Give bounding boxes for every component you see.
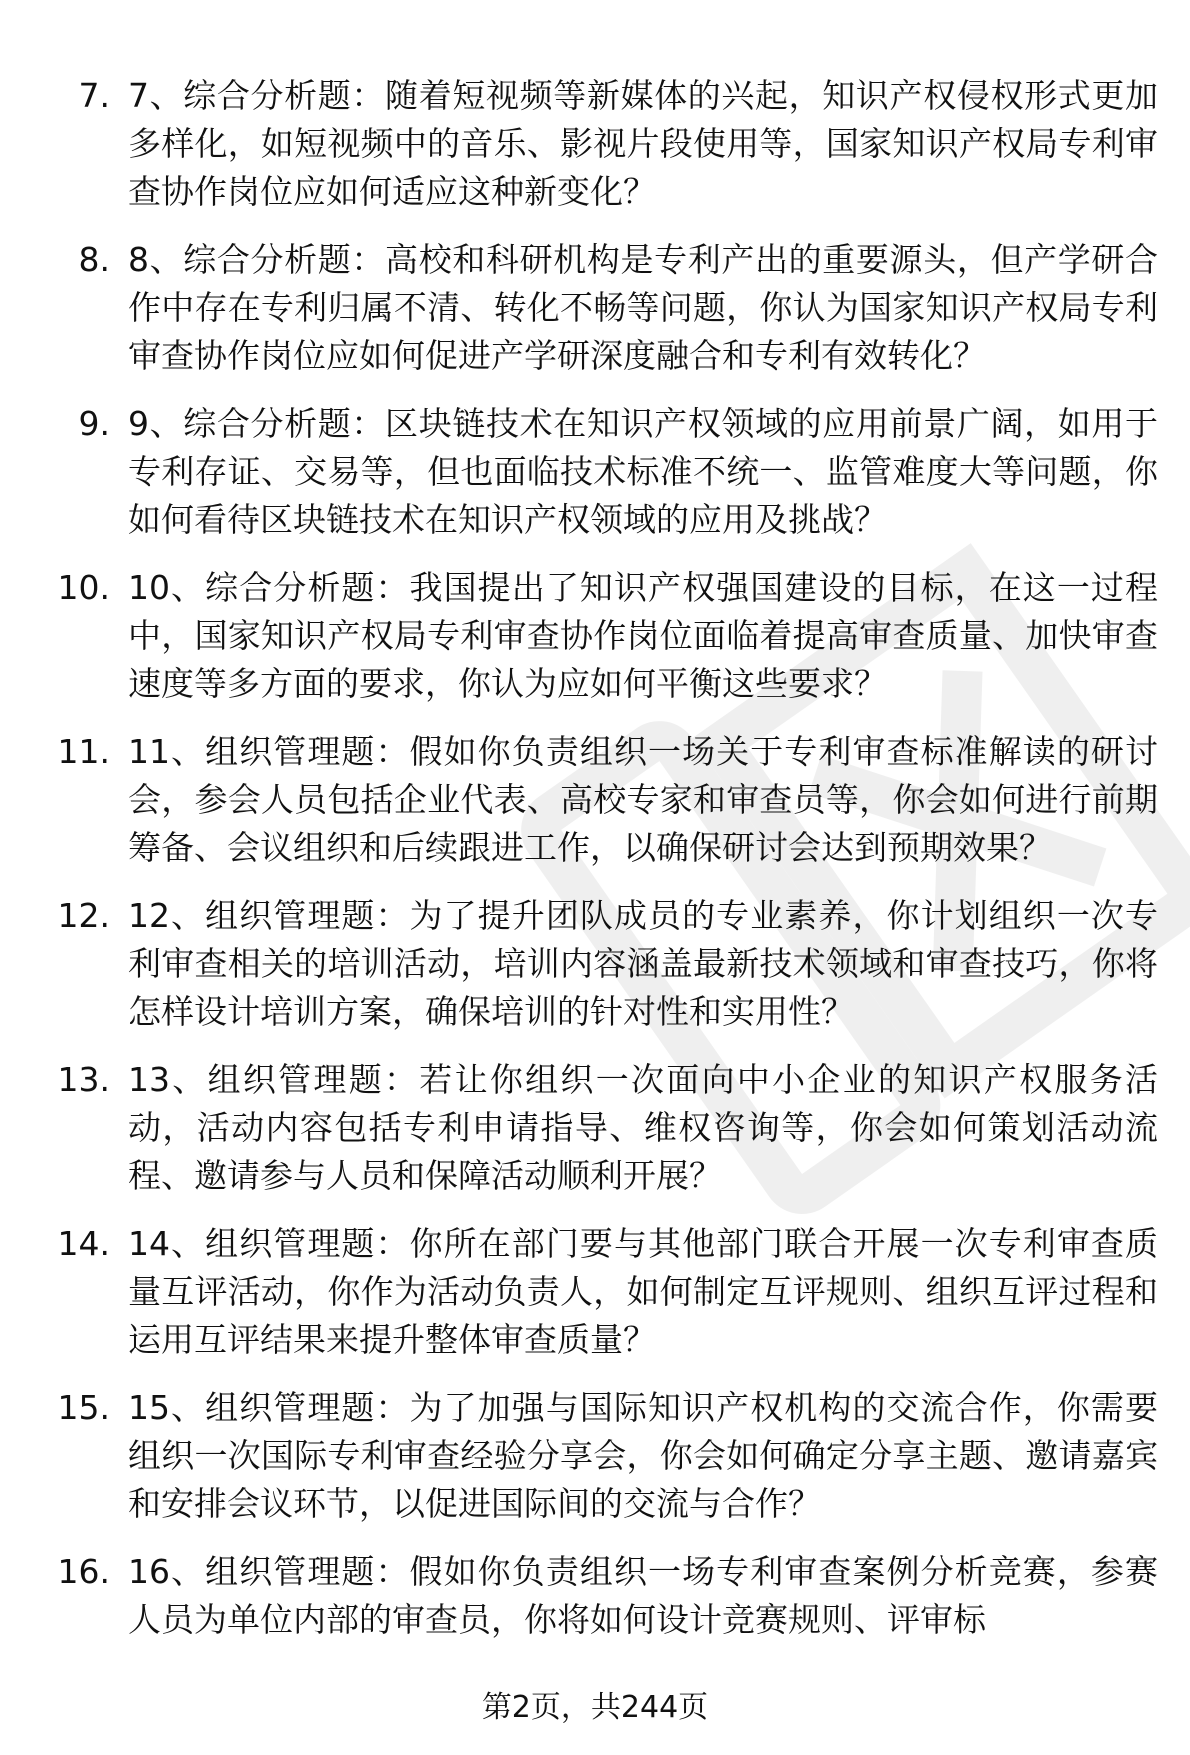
question-text: 14、组织管理题：你所在部门要与其他部门联合开展一次专利审查质量互评活动，你作为活动负责人，如何制定互评规则、组织互评过程和运用互评结果来提升整体审查质量？ bbox=[128, 1224, 1158, 1359]
question-text: 15、组织管理题：为了加强与国际知识产权机构的交流合作，你需要组织一次国际专利审查经验分享会，你会如何确定分享主题、邀请嘉宾和安排会议环节，以促进国际间的交流与合作？ bbox=[128, 1388, 1158, 1523]
question-text: 16、组织管理题：假如你负责组织一场专利审查案例分析竞赛，参赛人员为单位内部的审查员，你将如何设计竞赛规则、评审标 bbox=[128, 1552, 1158, 1639]
question-text: 12、组织管理题：为了提升团队成员的专业素养，你计划组织一次专利审查相关的培训活动，培训内容涵盖最新技术领域和审查技巧，你将怎样设计培训方案，确保培训的针对性和实用性？ bbox=[128, 896, 1158, 1031]
question-item bbox=[0, 564, 1190, 708]
question-item bbox=[0, 1548, 1190, 1644]
question-text: 10、综合分析题：我国提出了知识产权强国建设的目标，在这一过程中，国家知识产权局专利审查协作岗位面临着提高审查质量、加快审查速度等多方面的要求，你认为应如何平衡这些要求？ bbox=[128, 568, 1158, 703]
question-item bbox=[0, 1220, 1190, 1364]
question-item bbox=[0, 728, 1190, 872]
question-item bbox=[0, 1384, 1190, 1528]
question-number: 13. bbox=[57, 1060, 110, 1099]
question-number: 12. bbox=[57, 896, 110, 935]
question-text: 8、综合分析题：高校和科研机构是专利产出的重要源头，但产学研合作中存在专利归属不清、转化不畅等问题，你认为国家知识产权局专利审查协作岗位应如何促进产学研深度融合和专利有效转化？ bbox=[128, 240, 1158, 375]
question-number: 11. bbox=[57, 732, 110, 771]
question-item bbox=[0, 72, 1190, 216]
question-item bbox=[0, 400, 1190, 544]
question-number: 16. bbox=[57, 1552, 110, 1591]
question-number: 9. bbox=[78, 404, 110, 443]
question-item bbox=[0, 1056, 1190, 1200]
question-list bbox=[0, 72, 1190, 1664]
question-text: 7、综合分析题：随着短视频等新媒体的兴起，知识产权侵权形式更加多样化，如短视频中的音乐、影视片段使用等，国家知识产权局专利审查协作岗位应如何适应这种新变化？ bbox=[128, 76, 1158, 211]
question-item bbox=[0, 892, 1190, 1036]
question-text: 11、组织管理题：假如你负责组织一场关于专利审查标准解读的研讨会，参会人员包括企业代表、高校专家和审查员等，你会如何进行前期筹备、会议组织和后续跟进工作，以确保研讨会达到预期效果？ bbox=[128, 732, 1158, 867]
question-text: 13、组织管理题：若让你组织一次面向中小企业的知识产权服务活动，活动内容包括专利申请指导、维权咨询等，你会如何策划活动流程、邀请参与人员和保障活动顺利开展？ bbox=[128, 1060, 1158, 1195]
question-text: 9、综合分析题：区块链技术在知识产权领域的应用前景广阔，如用于专利存证、交易等，但也面临技术标准不统一、监管难度大等问题，你如何看待区块链技术在知识产权领域的应用及挑战？ bbox=[128, 404, 1158, 539]
question-number: 15. bbox=[57, 1388, 110, 1427]
question-number: 10. bbox=[57, 568, 110, 607]
question-number: 14. bbox=[57, 1224, 110, 1263]
question-item bbox=[0, 236, 1190, 380]
question-number: 7. bbox=[78, 76, 110, 115]
page-footer: 第2页，共244页 bbox=[481, 1690, 709, 1725]
question-number: 8. bbox=[78, 240, 110, 279]
